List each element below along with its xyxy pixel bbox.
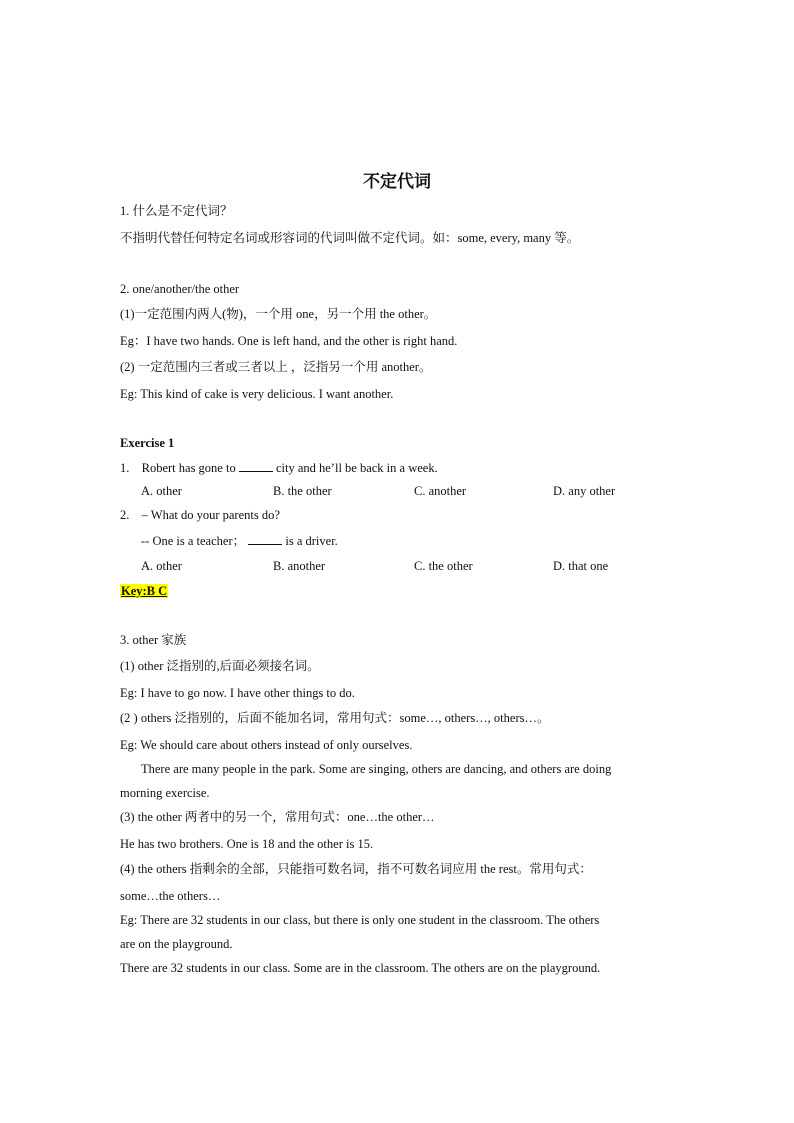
option-d: D. that one	[553, 559, 609, 573]
exercise-title: Exercise 1	[120, 436, 175, 450]
example-text: There are 32 students in our class. Some are in the classroom. The others are on the playground.	[120, 961, 601, 975]
option-a: A. other	[141, 484, 182, 498]
rule-one-other: (1)一定范围内两人(物)，一个用 one，另一个用 the other。	[120, 307, 437, 321]
rule-the-others-pattern: some…the others…	[120, 889, 221, 903]
answer-key	[120, 583, 168, 599]
question-text: Robert has gone to	[141, 461, 236, 475]
question-number: 2.	[120, 508, 130, 522]
definition-text: 不指明代替任何特定名词或形容词的代词叫做不定代词。如：some, every, many 等。	[120, 231, 580, 245]
question-text: -- One is a teacher；	[141, 534, 246, 548]
rule-another: (2) 一定范围内三者或三者以上 ，泛指另一个用 another。	[120, 360, 432, 374]
question-1	[120, 459, 438, 476]
question-text: is a driver.	[285, 534, 338, 548]
option-b: B. another	[273, 559, 326, 573]
page-title: 不定代词	[363, 172, 431, 191]
section2-heading: 2. one/another/the other	[120, 282, 240, 296]
option-b: B. the other	[273, 484, 332, 498]
example-text: Eg: This kind of cake is very delicious. I want another.	[120, 387, 394, 401]
example-text: He has two brothers. One is 18 and the other is 15.	[120, 837, 374, 851]
rule-others: (2 ) others 泛指别的，后面不能加名词，常用句式：some…, others…, others…。	[120, 711, 550, 725]
example-text: Eg: We should care about others instead of only ourselves.	[120, 738, 413, 752]
rule-the-others: (4) the others 指剩余的全部，只能指可数名词，指不可数名词应用 the rest。常用句式：	[120, 862, 592, 876]
option-c: C. the other	[414, 559, 473, 573]
option-a: A. other	[141, 559, 182, 573]
example-text: Eg：I have two hands. One is left hand, and the other is right hand.	[120, 334, 458, 348]
section3-heading: 3. other 家族	[120, 633, 187, 647]
answer-blank	[239, 459, 273, 472]
example-text: morning exercise.	[120, 786, 210, 800]
question-text: – What do your parents do?	[141, 508, 280, 522]
answer-key-highlight: Key:B C	[121, 584, 168, 598]
question-2	[120, 507, 280, 523]
section1-heading: 1. 什么是不定代词？	[120, 204, 233, 218]
option-d: D. any other	[553, 484, 616, 498]
answer-blank	[248, 532, 282, 545]
example-text: are on the playground.	[120, 937, 233, 951]
rule-the-other: (3) the other 两者中的另一个，常用句式：one…the other…	[120, 810, 435, 824]
example-text: Eg: I have to go now. I have other things to do.	[120, 686, 355, 700]
option-c: C. another	[414, 484, 467, 498]
rule-other: (1) other 泛指别的,后面必须接名词。	[120, 659, 320, 673]
example-text: Eg: There are 32 students in our class, but there is only one student in the classroom. The others	[120, 913, 600, 927]
question-number: 1.	[120, 461, 130, 475]
question-2-line2	[141, 532, 338, 549]
example-text: There are many people in the park. Some are singing, others are dancing, and others are doing	[141, 762, 612, 776]
question-text: city and he’ll be back in a week.	[275, 461, 438, 475]
